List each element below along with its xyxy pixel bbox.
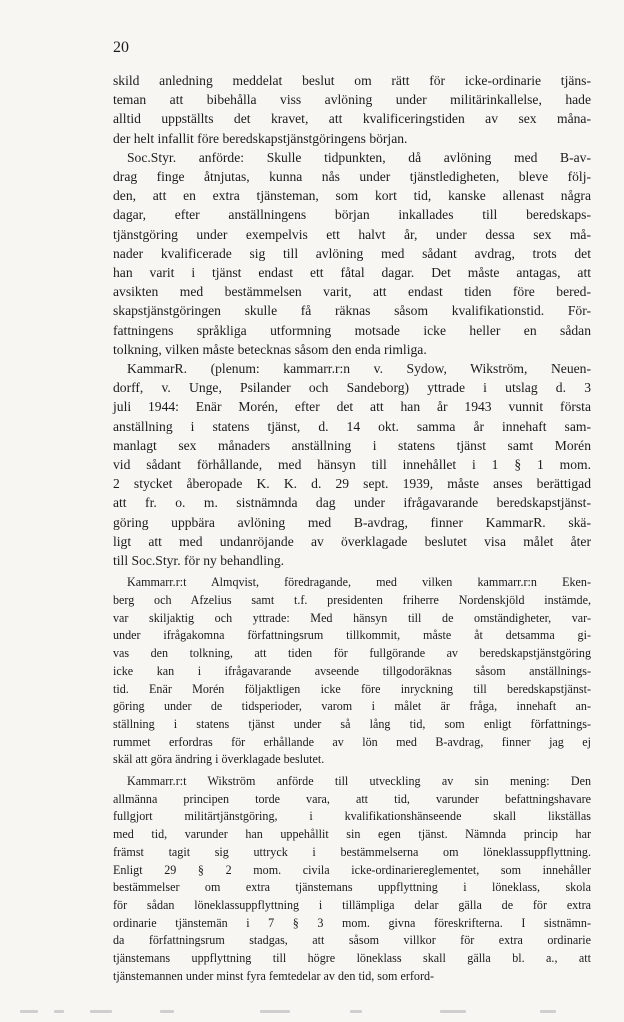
text-line: främst tagit sig uttryck i bestämmelserna om löneklassuppflyttning. (113, 844, 591, 859)
text-line: der helt infallit före beredskapstjänstgöringens början. (113, 130, 408, 146)
text-line: manlagt sex månaders anställning i statens tjänst samt Morén (113, 437, 591, 453)
text-line: anställning i statens tjänst, d. 14 okt. samma år innehaft sam- (113, 418, 591, 434)
text-line: göring under de tidsperioder, varom i målet är fråga, innehaft an- (113, 699, 591, 714)
text-line: bestämmelser om extra tjänstemans uppflyttning i löneklass, skola (113, 880, 591, 895)
paragraph (113, 148, 591, 359)
text-line: tolkning, vilken måste betecknas såsom den enda rimliga. (113, 341, 427, 357)
text-line: tjänstgöring under exempelvis ett halvt år, under dessa sex må- (113, 226, 591, 242)
text-line: KammarR. (plenum: kammarr.r:n v. Sydow, Wikström, Neuen- (127, 361, 591, 377)
text-line: han varit i tjänst endast ett fåtal dagar. Det måste antagas, att (113, 265, 591, 281)
text-line: skäl att göra ändring i överklagade beslutet. (113, 752, 325, 767)
text-line: Kammarr.r:t Almqvist, föredragande, med vilken kammarr.r:n Eken- (127, 575, 591, 590)
text-line: göring uppbära avlöning med B-avdrag, finner KammarR. skä- (113, 514, 591, 530)
text-line: drag finge åtnjutas, kunna nås under tjänstledigheten, bleve följ- (113, 169, 591, 185)
text-line: icke kan i ifrågavarande avseende tillgodoräknas såsom anställnings- (113, 663, 591, 678)
text-line: fullgjort militärtjänstgöring, i kvalifikationshänseende skall likställas (113, 809, 591, 824)
document-page (113, 38, 591, 985)
text-line: juli 1944: Enär Morén, efter det att han år 1943 vunnit första (113, 399, 591, 415)
text-line: vid sådant förhållande, med hänsyn till innehållet i 1 § 1 mom. (113, 457, 591, 473)
text-line: avsikten med bestämmelsen varit, att endast tiden före bered- (113, 284, 591, 300)
text-line: för sådan löneklassuppflyttning i tillämpliga delar gälla de för extra (113, 897, 591, 912)
text-line: tid. Enär Morén följaktligen icke före inryckning till beredskapstjänst- (113, 681, 591, 696)
text-line: Enligt 29 § 2 mom. civila icke-ordinariereglementet, som innehåller (113, 862, 591, 877)
text-line: nader kvalificerade sig till avlöning med sådant avdrag, trots det (113, 245, 591, 261)
text-line: fattningens språkliga utformning motsade icke heller en sådan (113, 322, 591, 338)
text-line: tjänstemans uppflyttning till högre löneklass skall gälla bl. a., att (113, 951, 591, 966)
text-line: dorff, v. Unge, Psilander och Sandeborg) yttrade i utslag d. 3 (113, 380, 591, 396)
text-line: rummet erfordras för erhållande av lön med B-avdrag, finner jag ej (113, 734, 591, 749)
text-line: 2 stycket åberopade K. K. d. 29 sept. 1939, måste anses berättigad (113, 476, 591, 492)
text-line: Kammarr.r:t Wikström anförde till utveckling av sin mening: Den (127, 774, 591, 789)
text-line: vas den tolkning, att tiden för fullgörande av beredskapstjänstgöring (113, 646, 591, 661)
text-line: till Soc.Styr. för ny behandling. (113, 553, 285, 569)
paragraph (113, 71, 591, 148)
text-line: ligt att med undanröjande av överklagade beslutet visa målet åter (113, 533, 591, 549)
text-line: allmänna principen torde vara, att tid, varunder befattningshavare (113, 791, 591, 806)
paragraph (113, 359, 591, 570)
text-line: under ifrågakomna författningsrum tillkommit, måste åt detsamma gi- (113, 628, 591, 643)
text-line: skapstjänstgöringen skulle få räknas såsom kvalifikationstid. För- (113, 303, 591, 319)
text-line: alltid uppställts det kravet, att kvalificeringstiden av sex måna- (113, 111, 591, 127)
text-line: Soc.Styr. anförde: Skulle tidpunkten, då avlöning med B-av- (127, 149, 591, 165)
paragraph (113, 773, 591, 985)
paragraph (113, 574, 591, 769)
page-number: 20 (113, 39, 129, 56)
text-line: skild anledning meddelat beslut om rätt för icke-ordinarie tjäns- (113, 73, 591, 88)
body-text (113, 71, 591, 985)
text-line: den, att en extra tjänsteman, som kort tid, kanske allenast några (113, 188, 591, 204)
text-line: ställning i statens tjänst under så lång tid, som enligt författnings- (113, 716, 591, 731)
text-line: berg och Afzelius samt t.f. presidenten friherre Nordenskjöld instämde, (113, 592, 591, 607)
text-line: att fr. o. m. sistnämnda dag under ifrågavarande beredskapstjänst- (113, 495, 591, 511)
text-line: ordinarie tjänstemän i 7 § 3 mom. givna föreskrifterna. I sistnämn- (113, 915, 591, 930)
scan-edge-marks (20, 1010, 610, 1016)
text-line: da författningsrum stadgas, att såsom villkor för extra ordinarie (113, 933, 591, 948)
text-line: tjänstemannen under minst fyra femtedelar av den tid, som erford- (113, 968, 435, 983)
text-line: teman att bibehålla viss avlöning under militärinkallelse, hade (113, 92, 591, 108)
text-line: var skiljaktig och yttrade: Med hänsyn till de omständigheter, var- (113, 610, 591, 625)
text-line: dagar, efter anställningens början inkallades till beredskaps- (113, 207, 591, 223)
text-line: med tid, varunder han uppehållit sin egen tjänst. Nämnda princip har (113, 827, 591, 842)
